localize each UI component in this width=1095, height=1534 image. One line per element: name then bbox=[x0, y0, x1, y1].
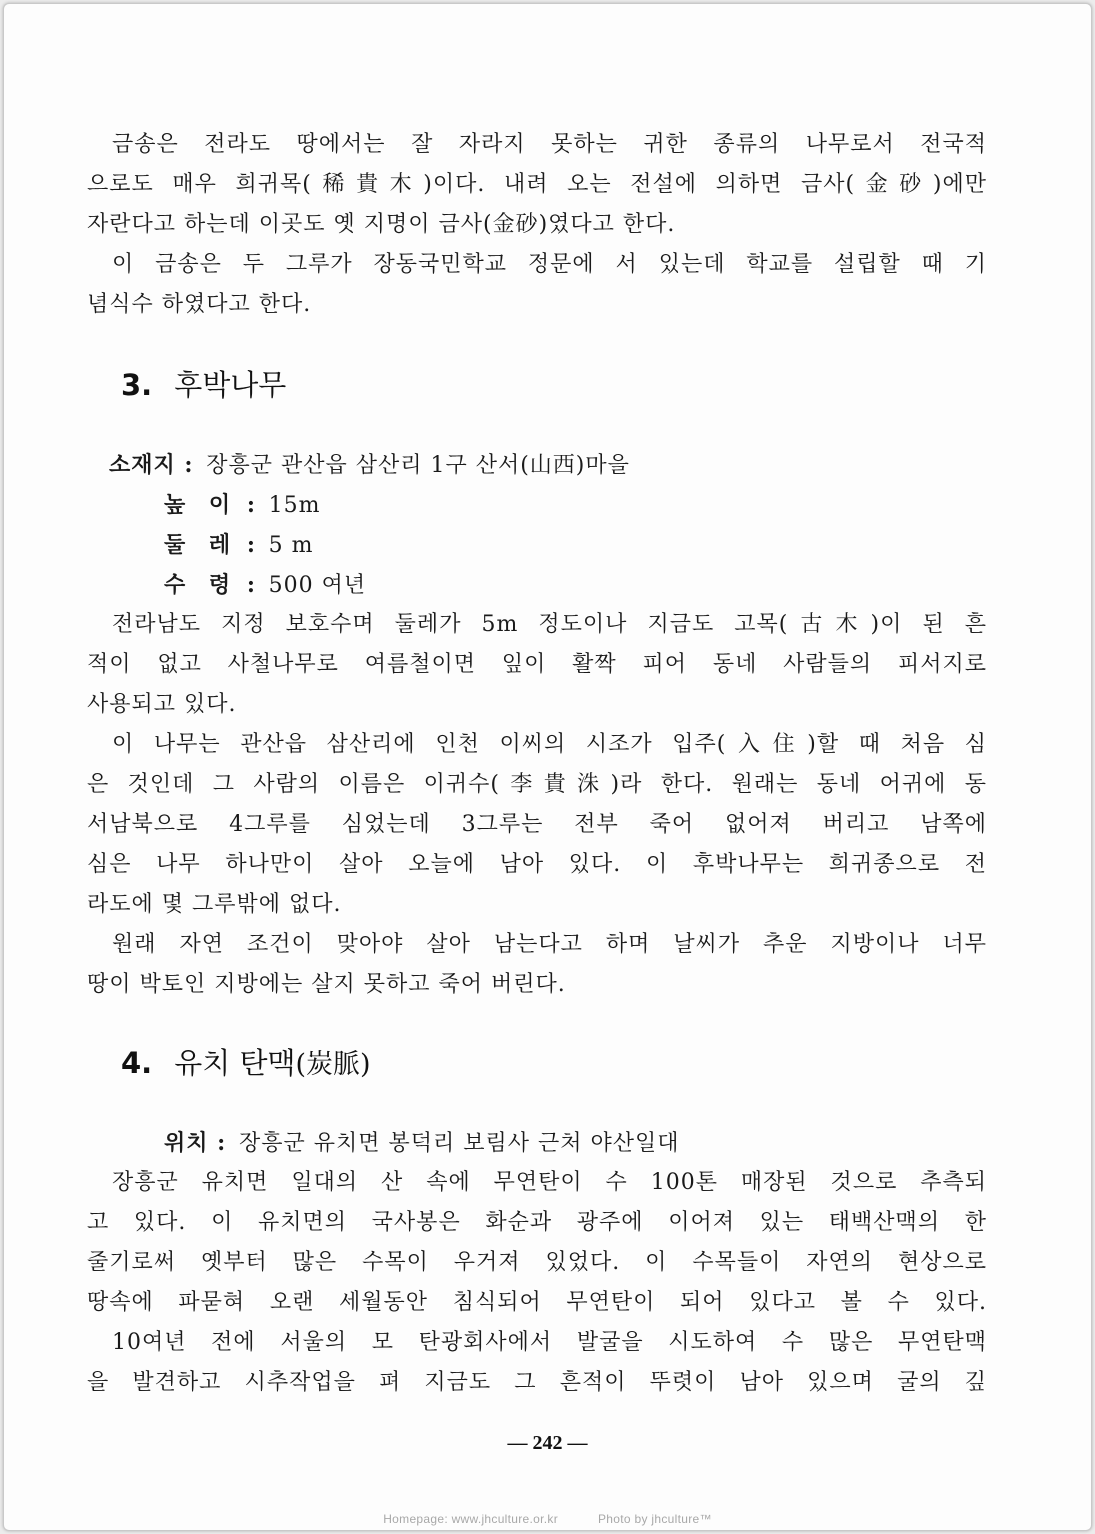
paragraph-line: 이 나무는 관산읍 삼산리에 인천 이씨의 시조가 입주(入住)할 때 처음 심 bbox=[112, 732, 987, 757]
field-label: 둘 레 bbox=[164, 533, 239, 558]
paragraph-line: 땅이 박토인 지방에는 살지 못하고 죽어 버린다. bbox=[87, 972, 566, 997]
paragraph-line: 서남북으로 4그루를 심었는데 3그루는 전부 죽어 없어져 버리고 남쪽에 bbox=[87, 812, 987, 837]
paragraph-line: 이 금송은 두 그루가 장동국민학교 정문에 서 있는데 학교를 설립할 때 기 bbox=[112, 252, 987, 277]
paragraph-line: 으로도 매우 희귀목(稀貴木)이다. 내려 오는 전설에 의하면 금사(金砂)에만 bbox=[87, 172, 987, 197]
section-heading-4 bbox=[121, 1043, 371, 1083]
height-field: 높 이 : 15m bbox=[164, 492, 321, 518]
field-value: 장흥군 관산읍 삼산리 1구 산서(山西)마을 bbox=[206, 453, 630, 478]
paragraph-line: 전라남도 지정 보호수며 둘레가 5m 정도이나 지금도 고목(古木)이 된 흔 bbox=[112, 612, 987, 637]
document-page bbox=[3, 3, 1092, 1531]
paragraph-line: 10여년 전에 서울의 모 탄광회사에서 발굴을 시도하여 수 많은 무연탄맥 bbox=[112, 1330, 987, 1355]
location-field: 위치 : 장흥군 유치면 봉덕리 보림사 근처 야산일대 bbox=[164, 1130, 680, 1156]
section-number: 3. bbox=[121, 368, 153, 402]
footer-homepage: Homepage: www.jhculture.or.kr bbox=[383, 1512, 558, 1526]
field-value: 장흥군 유치면 봉덕리 보림사 근처 야산일대 bbox=[238, 1131, 680, 1156]
field-label: 소재지 bbox=[109, 453, 176, 478]
paragraph-line: 고 있다. 이 유치면의 국사봉은 화순과 광주에 이어져 있는 태백산맥의 한 bbox=[87, 1210, 987, 1235]
section-number: 4. bbox=[121, 1046, 153, 1080]
field-label: 수 령 bbox=[164, 573, 239, 598]
age-field: 수 령 : 500 여년 bbox=[164, 572, 367, 598]
section-title: 후박나무 bbox=[174, 368, 287, 402]
paragraph-line: 금송은 전라도 땅에서는 잘 자라지 못하는 귀한 종류의 나무로서 전국적 bbox=[112, 132, 987, 157]
paragraph-line: 적이 없고 사철나무로 여름철이면 잎이 활짝 피어 동네 사람들의 피서지로 bbox=[87, 652, 987, 677]
section-heading-3 bbox=[121, 365, 286, 405]
paragraph-line: 을 발견하고 시추작업을 펴 지금도 그 흔적이 뚜렷이 남아 있으며 굴의 깊 bbox=[87, 1370, 987, 1395]
paragraph-line: 원래 자연 조건이 맞아야 살아 남는다고 하며 날씨가 추운 지방이나 너무 bbox=[112, 932, 987, 957]
field-value: 15m bbox=[268, 493, 321, 518]
paragraph-line: 땅속에 파묻혀 오랜 세월동안 침식되어 무연탄이 되어 있다고 볼 수 있다. bbox=[87, 1290, 987, 1315]
field-label: 높 이 bbox=[164, 493, 239, 518]
girth-field: 둘 레 : 5 m bbox=[164, 532, 314, 558]
paragraph-line: 자란다고 하는데 이곳도 옛 지명이 금사(金砂)였다고 한다. bbox=[87, 212, 676, 237]
page-number: — 242 — bbox=[507, 1432, 588, 1454]
footer-credits bbox=[4, 1512, 1091, 1526]
section-title: 유치 탄맥 bbox=[174, 1046, 296, 1080]
section-title-hanja: (炭脈) bbox=[295, 1049, 371, 1080]
paragraph-line: 심은 나무 하나만이 살아 오늘에 남아 있다. 이 후박나무는 희귀종으로 전 bbox=[87, 852, 987, 877]
paragraph-line: 사용되고 있다. bbox=[87, 692, 237, 717]
paragraph-line: 줄기로써 옛부터 많은 수목이 우거져 있었다. 이 수목들이 자연의 현상으로 bbox=[87, 1250, 987, 1275]
paragraph-line: 장흥군 유치면 일대의 산 속에 무연탄이 수 100톤 매장된 것으로 추측되 bbox=[112, 1170, 987, 1195]
field-value: 500 여년 bbox=[268, 573, 367, 598]
paragraph-line: 념식수 하였다고 한다. bbox=[87, 292, 312, 317]
footer-photo-credit: Photo by jhculture™ bbox=[598, 1512, 712, 1526]
location-field: 소재지 : 장흥군 관산읍 삼산리 1구 산서(山西)마을 bbox=[109, 452, 630, 478]
paragraph-line: 은 것인데 그 사람의 이름은 이귀수(李貴洙)라 한다. 원래는 동네 어귀에 동 bbox=[87, 772, 987, 797]
paragraph-line: 라도에 몇 그루밖에 없다. bbox=[87, 892, 342, 917]
field-label: 위치 bbox=[164, 1131, 209, 1156]
field-value: 5 m bbox=[268, 533, 314, 558]
